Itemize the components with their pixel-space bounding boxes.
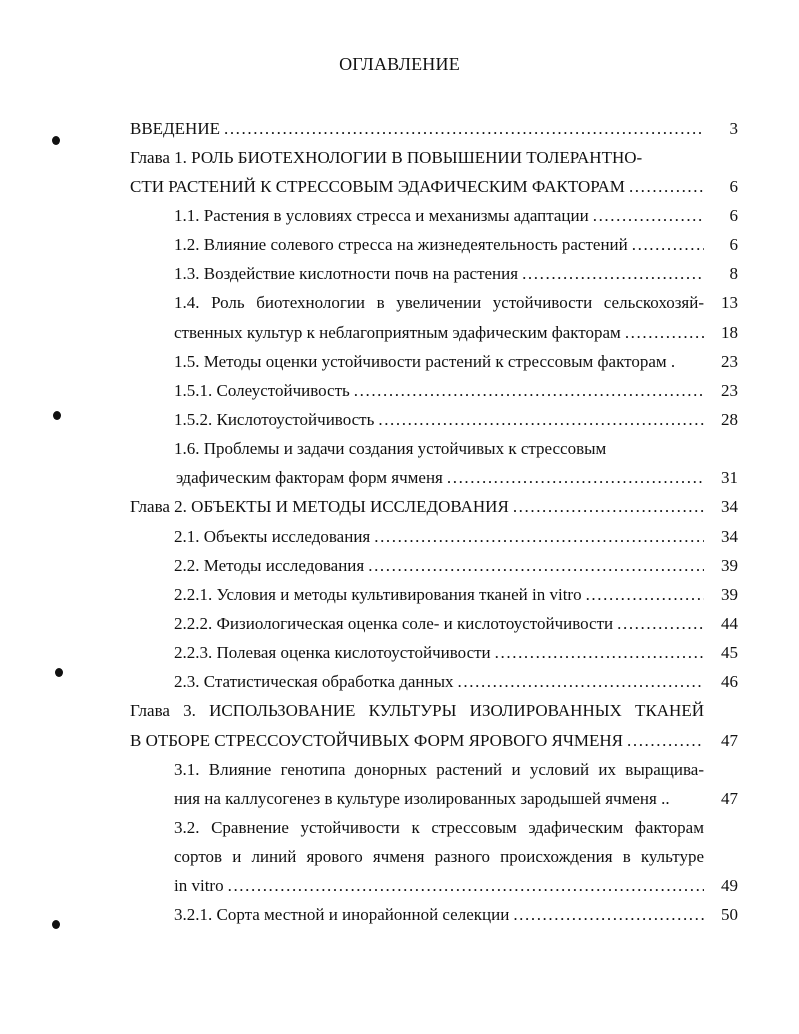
toc-entry-page-number: 3: [729, 118, 738, 138]
dot-leader: [354, 381, 704, 401]
toc-entry: [130, 289, 738, 318]
toc-entry-title: 1.5.1. Солеустойчивость: [174, 380, 350, 400]
toc-entry: [130, 347, 738, 376]
toc-entry-title: 1.6. Проблемы и задачи создания устойчивых к стрессовым: [174, 439, 607, 459]
toc-entry-page-number: 44: [721, 613, 738, 633]
toc-entry-title: 2.1. Объекты исследования: [174, 526, 371, 546]
toc-entry: [130, 872, 738, 901]
toc-entry: [130, 435, 738, 464]
toc-entry-title: 1.1. Растения в условиях стресса и механизмы адаптации: [174, 205, 589, 225]
binding-hole-mark: [52, 920, 60, 929]
toc-entry-page-number: 47: [721, 730, 738, 750]
toc-entry: [130, 143, 738, 172]
toc-entry-page-number: 49: [721, 876, 738, 896]
toc-entry-page-number: 50: [721, 905, 738, 925]
toc-entry: [130, 464, 738, 493]
toc-entry-title: 3.1. Влияние генотипа донорных растений и условий их выращива-: [174, 759, 704, 779]
toc-entry: [130, 260, 738, 289]
toc-entry-page-number: 6: [729, 176, 738, 196]
page-title: ОГЛАВЛЕНИЕ: [339, 54, 460, 74]
toc-entry-page-number: 23: [721, 351, 738, 371]
binding-hole-mark: [53, 411, 61, 420]
toc-entry: [130, 697, 738, 726]
dot-leader: [513, 905, 704, 925]
dot-leader: [378, 410, 704, 430]
toc-entry: [130, 784, 738, 813]
toc-entry-title: сортов и линий ярового ячменя разного происхождения в культуре: [174, 847, 704, 867]
toc-entry-title: эдафическим факторам форм ячменя: [176, 468, 443, 488]
dot-leader: [625, 323, 704, 343]
toc-entry: [130, 405, 738, 434]
dot-leader: [368, 556, 704, 576]
dot-leader: [627, 731, 704, 751]
toc-entry-title: В ОТБОРЕ СТРЕССОУСТОЙЧИВЫХ ФОРМ ЯРОВОГО ЯЧМЕНЯ: [130, 730, 623, 750]
toc-entry: [130, 172, 738, 201]
toc-entry-title: 1.5. Методы оценки устойчивости растений к стрессовым факторам .: [174, 351, 676, 371]
toc-entry-page-number: 6: [729, 205, 738, 225]
toc-entry: [130, 522, 738, 551]
dot-leader: [458, 672, 704, 692]
toc-entry-title: 2.2.2. Физиологическая оценка соле- и кислотоустойчивости: [174, 613, 614, 633]
toc-entry: [130, 318, 738, 347]
toc-entry: [130, 551, 738, 580]
toc-entry-title: ВВЕДЕНИЕ: [130, 118, 220, 138]
binding-hole-mark: [52, 136, 60, 145]
toc-entry: [130, 755, 738, 784]
toc-entry-page-number: 39: [721, 555, 738, 575]
dot-leader: [632, 235, 704, 255]
toc-entry-page-number: 34: [721, 526, 738, 546]
toc-entry: [130, 493, 738, 522]
table-of-contents: [130, 114, 738, 930]
toc-entry: [130, 609, 738, 638]
dot-leader: [495, 643, 704, 663]
toc-entry: [130, 813, 738, 842]
toc-entry-title: 2.2.3. Полевая оценка кислотоустойчивости: [174, 643, 491, 663]
dot-leader: [374, 527, 704, 547]
toc-entry-title: Глава 2. ОБЪЕКТЫ И МЕТОДЫ ИССЛЕДОВАНИЯ: [130, 497, 509, 517]
toc-entry-title: 2.3. Статистическая обработка данных: [174, 672, 454, 692]
toc-entry-title: ственных культур к неблагоприятным эдафическим факторам: [174, 322, 621, 342]
toc-entry-title: Глава 1. РОЛЬ БИОТЕХНОЛОГИИ В ПОВЫШЕНИИ ТОЛЕРАНТНО-: [130, 147, 643, 167]
toc-entry-page-number: 23: [721, 380, 738, 400]
toc-entry-title: 1.4. Роль биотехнологии в увеличении устойчивости сельскохозяй-: [174, 293, 704, 313]
toc-entry-title: 3.2. Сравнение устойчивости к стрессовым эдафическим факторам: [174, 817, 704, 837]
toc-entry-page-number: 46: [721, 672, 738, 692]
toc-entry-page-number: 13: [721, 293, 738, 313]
toc-entry-page-number: 6: [729, 235, 738, 255]
toc-entry-title: СТИ РАСТЕНИЙ К СТРЕССОВЫМ ЭДАФИЧЕСКИМ ФАКТОРАМ: [130, 176, 625, 196]
toc-entry: [130, 231, 738, 260]
toc-entry-page-number: 8: [729, 264, 738, 284]
dot-leader: [522, 264, 704, 284]
toc-entry-title: in vitro: [174, 876, 224, 896]
toc-entry: [130, 726, 738, 755]
dot-leader: [228, 876, 704, 896]
dot-leader: [593, 206, 704, 226]
toc-entry-title: 1.5.2. Кислотоустойчивость: [174, 409, 375, 429]
toc-entry-page-number: 28: [721, 409, 738, 429]
toc-entry-page-number: 34: [721, 497, 738, 517]
dot-leader: [617, 614, 704, 634]
toc-entry-title: 2.2. Методы исследования: [174, 555, 365, 575]
toc-entry-title: 2.2.1. Условия и методы культивирования тканей in vitro: [174, 584, 582, 604]
toc-entry-page-number: 18: [721, 322, 738, 342]
toc-entry: [130, 201, 738, 230]
dot-leader: [586, 585, 704, 605]
toc-entry-title: Глава 3. ИСПОЛЬЗОВАНИЕ КУЛЬТУРЫ ИЗОЛИРОВАННЫХ ТКАНЕЙ: [130, 701, 704, 721]
dot-leader: [447, 468, 704, 488]
toc-entry-title: 1.3. Воздействие кислотности почв на растения: [174, 264, 519, 284]
toc-entry: [130, 668, 738, 697]
toc-entry: [130, 843, 738, 872]
dot-leader: [513, 497, 704, 517]
toc-entry-page-number: 39: [721, 584, 738, 604]
binding-hole-mark: [55, 668, 63, 677]
toc-entry: [130, 376, 738, 405]
toc-entry: [130, 901, 738, 930]
toc-entry-page-number: 45: [721, 643, 738, 663]
toc-entry-page-number: 31: [721, 468, 738, 488]
toc-entry-title: 1.2. Влияние солевого стресса на жизнедеятельность растений: [174, 235, 628, 255]
toc-entry-page-number: 47: [721, 788, 738, 808]
toc-entry-title: ния на каллусогенез в культуре изолированных зародышей ячменя ..: [174, 788, 670, 808]
toc-entry: [130, 580, 738, 609]
toc-entry: [130, 114, 738, 143]
dot-leader: [629, 177, 704, 197]
dot-leader: [224, 119, 704, 139]
toc-entry-title: 3.2.1. Сорта местной и инорайонной селекции: [174, 905, 510, 925]
toc-entry: [130, 639, 738, 668]
